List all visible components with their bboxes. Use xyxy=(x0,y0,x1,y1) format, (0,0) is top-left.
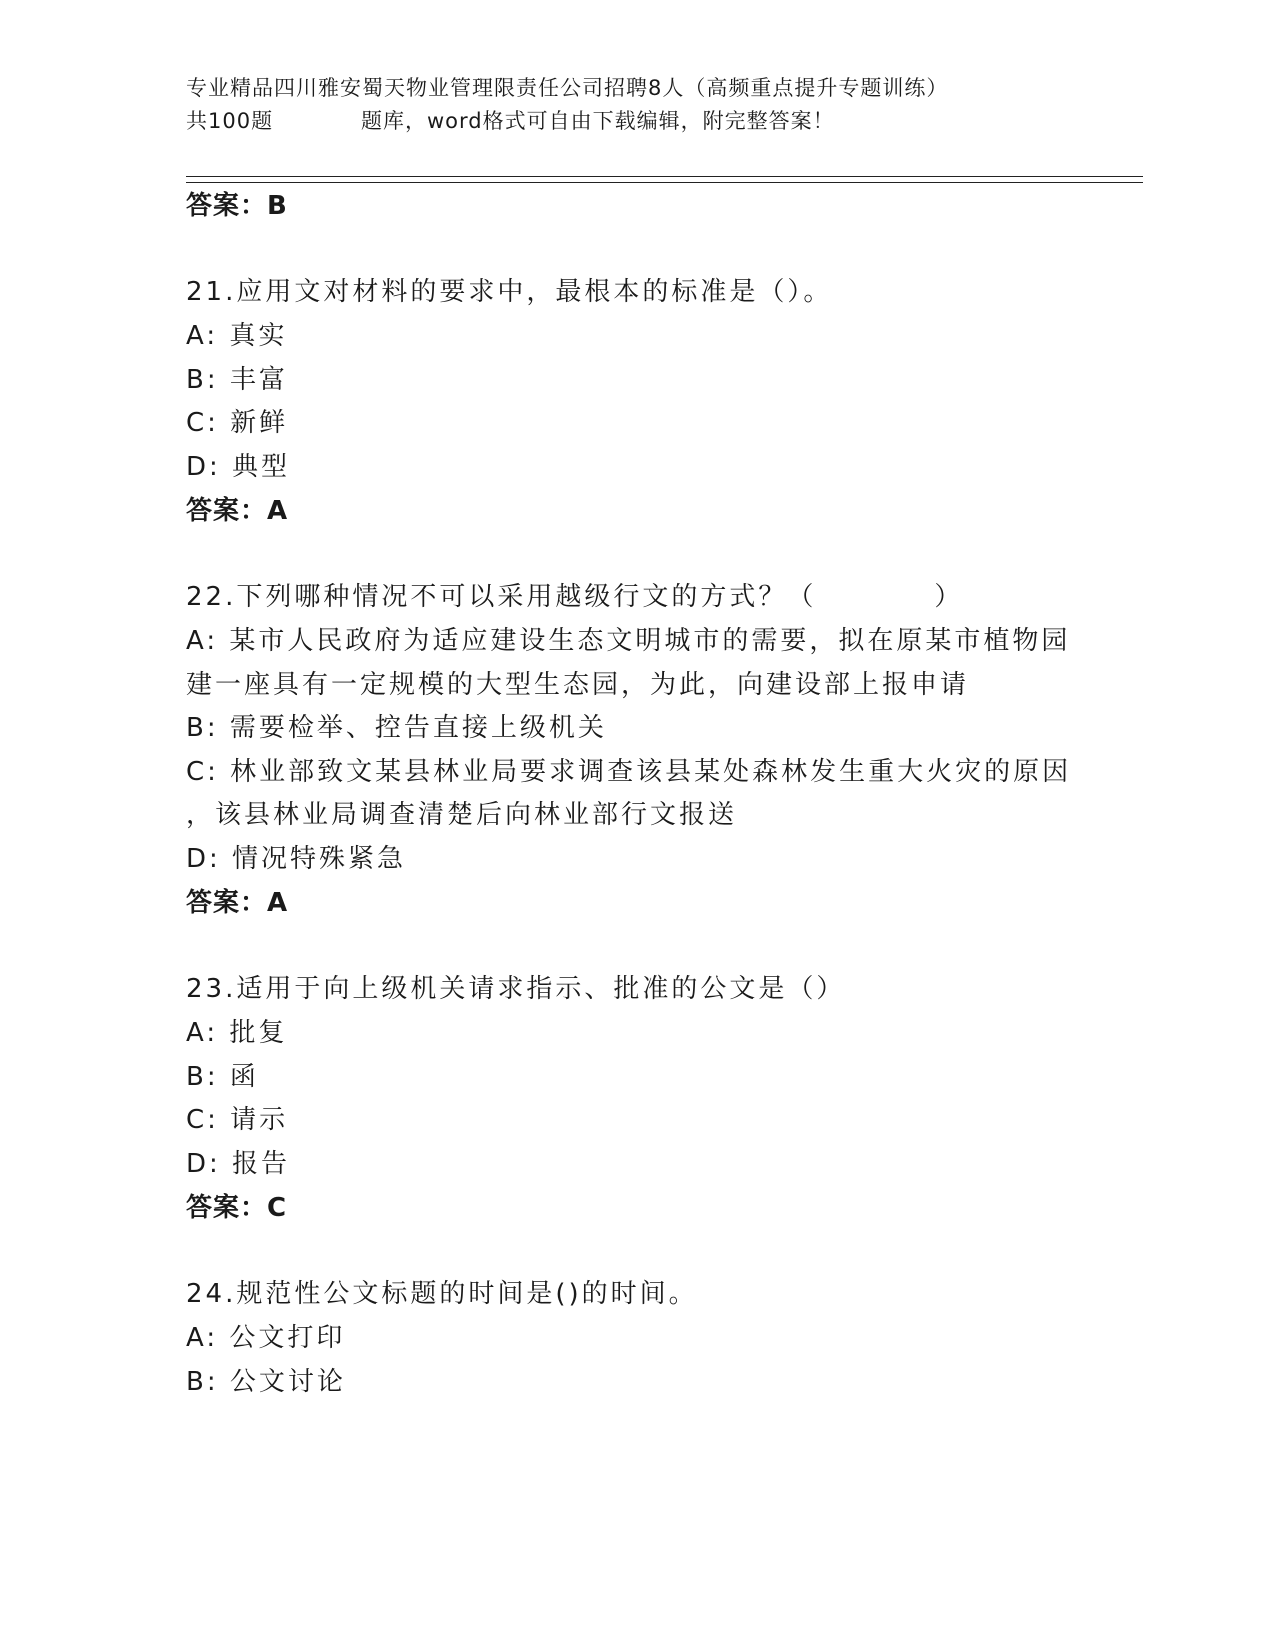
header-title: 专业精品四川雅安蜀天物业管理限责任公司招聘8人（高频重点提升专题训练） xyxy=(186,76,949,100)
q23-option-c: C: 请示 xyxy=(186,1105,289,1135)
q22-option-c-line1: C: 林业部致文某县林业局要求调查该县某处森林发生重大火灾的原因 xyxy=(186,757,1072,787)
q22-option-d: D: 情况特殊紧急 xyxy=(186,844,407,874)
header-rule-top xyxy=(186,176,1143,177)
answer-prev: 答案：B xyxy=(186,191,288,221)
header-rule-bottom xyxy=(186,182,1143,183)
q21-option-d: D: 典型 xyxy=(186,452,291,482)
q22-stem-text: 22.下列哪种情况不可以采用越级行文的方式？（ xyxy=(186,582,817,612)
q21-answer: 答案：A xyxy=(186,496,289,526)
q21-stem: 21.应用文对材料的要求中，最根本的标准是（）。 xyxy=(186,277,833,307)
q22-stem-close: ） xyxy=(934,582,964,612)
q22-option-a-line2: 建一座具有一定规模的大型生态园，为此，向建设部上报申请 xyxy=(186,670,970,700)
q22-option-a-line1: A: 某市人民政府为适应建设生态文明城市的需要，拟在原某市植物园 xyxy=(186,626,1071,656)
q23-answer: 答案：C xyxy=(186,1193,288,1223)
q23-option-d: D: 报告 xyxy=(186,1149,291,1179)
q22-answer: 答案：A xyxy=(186,888,289,918)
q22-option-c-line2: ，该县林业局调查清楚后向林业部行文报送 xyxy=(186,800,738,830)
q22-stem xyxy=(186,581,963,613)
q23-option-a: A: 批复 xyxy=(186,1018,288,1048)
q21-option-c: C: 新鲜 xyxy=(186,408,289,438)
q23-option-b: B: 函 xyxy=(186,1062,259,1092)
q21-option-b: B: 丰富 xyxy=(186,365,288,395)
q22-option-b: B: 需要检举、控告直接上级机关 xyxy=(186,713,607,743)
question-count: 共100题 xyxy=(186,109,274,133)
q23-stem: 23.适用于向上级机关请求指示、批准的公文是（） xyxy=(186,974,846,1004)
q24-stem: 24.规范性公文标题的时间是()的时间。 xyxy=(186,1279,698,1309)
header-subtitle xyxy=(186,105,948,138)
q24-option-a: A: 公文打印 xyxy=(186,1323,346,1353)
header-desc: 题库，word格式可自由下载编辑，附完整答案！ xyxy=(361,109,835,133)
document-header xyxy=(186,72,948,138)
q21-option-a: A: 真实 xyxy=(186,321,288,351)
q24-option-b: B: 公文讨论 xyxy=(186,1367,346,1397)
